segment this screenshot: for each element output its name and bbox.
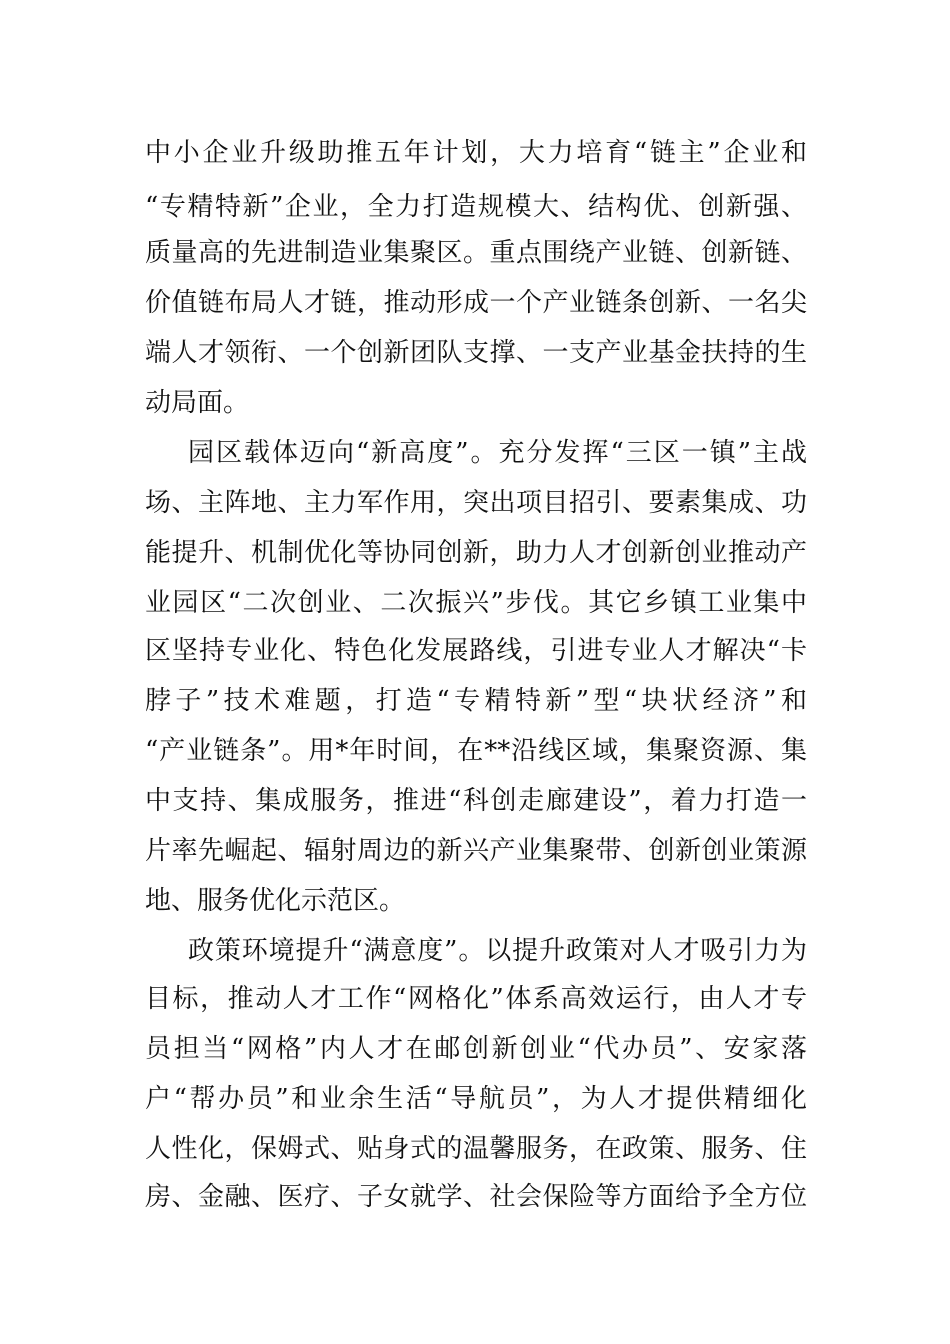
text-line: 脖子”技术难题，打造“专精特新”型“块状经济”和 xyxy=(145,686,807,716)
text-line: 业园区“二次创业、二次振兴”步伐。其它乡镇工业集中 xyxy=(145,588,807,618)
text-line: 地、服务优化示范区。 xyxy=(145,886,406,916)
text-line: 目标，推动人才工作“网格化”体系高效运行，由人才专 xyxy=(145,984,807,1014)
text-line: 房、金融、医疗、子女就学、社会保险等方面给予全方位 xyxy=(145,1182,807,1212)
text-line: 动局面。 xyxy=(145,388,250,418)
text-line: 人性化，保姆式、贴身式的温馨服务，在政策、服务、住 xyxy=(145,1134,807,1164)
paragraph-first-line: 政策环境提升“满意度”。以提升政策对人才吸引力为 xyxy=(188,936,807,966)
text-line: 中小企业升级助推五年计划，大力培育“链主”企业和 xyxy=(145,138,807,168)
text-line: “专精特新”企业，全力打造规模大、结构优、创新强、 xyxy=(145,192,807,222)
text-line: 区坚持专业化、特色化发展路线，引进专业人才解决“卡 xyxy=(145,636,807,666)
text-line: 能提升、机制优化等协同创新，助力人才创新创业推动产 xyxy=(145,538,807,568)
text-line: 价值链布局人才链，推动形成一个产业链条创新、一名尖 xyxy=(145,288,807,318)
text-line: 端人才领衔、一个创新团队支撑、一支产业基金扶持的生 xyxy=(145,338,807,368)
text-line: 中支持、集成服务，推进“科创走廊建设”，着力打造一 xyxy=(145,786,807,816)
text-line: 质量高的先进制造业集聚区。重点围绕产业链、创新链、 xyxy=(145,238,807,268)
text-line: 片率先崛起、辐射周边的新兴产业集聚带、创新创业策源 xyxy=(145,836,807,866)
text-line: “产业链条”。用*年时间，在**沿线区域，集聚资源、集 xyxy=(145,736,807,766)
paragraph-first-line: 园区载体迈向“新高度”。充分发挥“三区一镇”主战 xyxy=(188,438,807,468)
text-line: 户“帮办员”和业余生活“导航员”，为人才提供精细化 xyxy=(145,1084,807,1114)
text-line: 场、主阵地、主力军作用，突出项目招引、要素集成、功 xyxy=(145,488,807,518)
text-line: 员担当“网格”内人才在邮创新创业“代办员”、安家落 xyxy=(145,1034,807,1064)
